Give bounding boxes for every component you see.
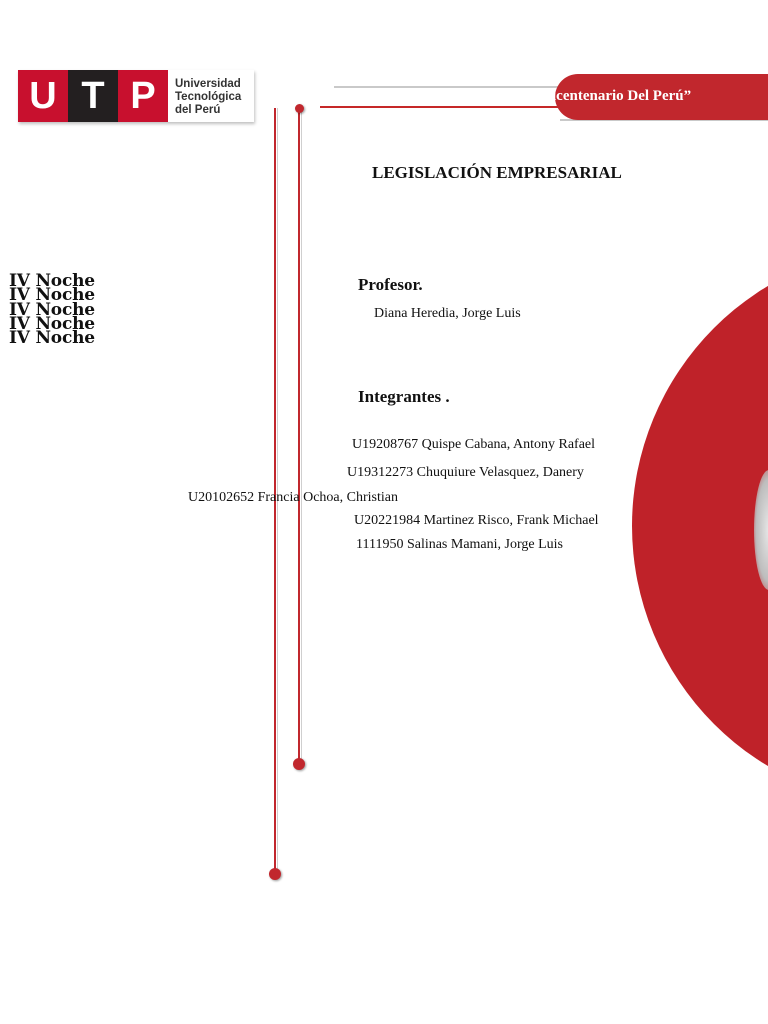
- section-label-stack: [9, 271, 95, 349]
- document-title: LEGISLACIÓN EMPRESARIAL: [372, 163, 622, 182]
- logo-line-2: Tecnológica: [175, 91, 242, 103]
- logo-letter-t: T: [68, 70, 118, 122]
- banner-rule-top: [334, 86, 574, 88]
- line-end-dot: [295, 104, 304, 113]
- section-label: IV Noche: [9, 313, 95, 334]
- member-item: U20221984 Martinez Risco, Frank Michael: [354, 513, 599, 528]
- banner-text: icentenario Del Perú”: [552, 88, 692, 104]
- member-item: U20102652 Francia Ochoa, Christian: [188, 490, 398, 505]
- banner-rule-red: [320, 106, 570, 108]
- vertical-line-shadow: [301, 108, 302, 764]
- logo-line-1: Universidad: [175, 78, 241, 90]
- members-heading: Integrantes .: [358, 387, 450, 406]
- section-label: IV Noche: [9, 285, 95, 306]
- vertical-line-right: [298, 108, 300, 764]
- logo-line-3: del Perú: [175, 104, 221, 116]
- line-end-dot: [293, 758, 305, 770]
- utp-logo: [18, 70, 254, 122]
- professor-heading: Profesor.: [358, 275, 423, 294]
- member-item: U19312273 Chuquiure Velasquez, Danery: [347, 465, 584, 480]
- member-item: 1111950 Salinas Mamani, Jorge Luis: [356, 537, 563, 552]
- section-label: IV Noche: [9, 271, 95, 291]
- line-end-dot: [269, 868, 281, 880]
- logo-letter-u: U: [18, 70, 68, 122]
- logo-letter-p: P: [118, 70, 168, 122]
- decorative-red-arc: [632, 246, 768, 806]
- section-label: IV Noche: [9, 299, 95, 320]
- professor-name: Diana Heredia, Jorge Luis: [374, 306, 521, 321]
- member-item: U19208767 Quispe Cabana, Antony Rafael: [352, 437, 596, 452]
- logo-wordmark: [168, 70, 254, 122]
- section-label: IV Noche: [9, 328, 95, 349]
